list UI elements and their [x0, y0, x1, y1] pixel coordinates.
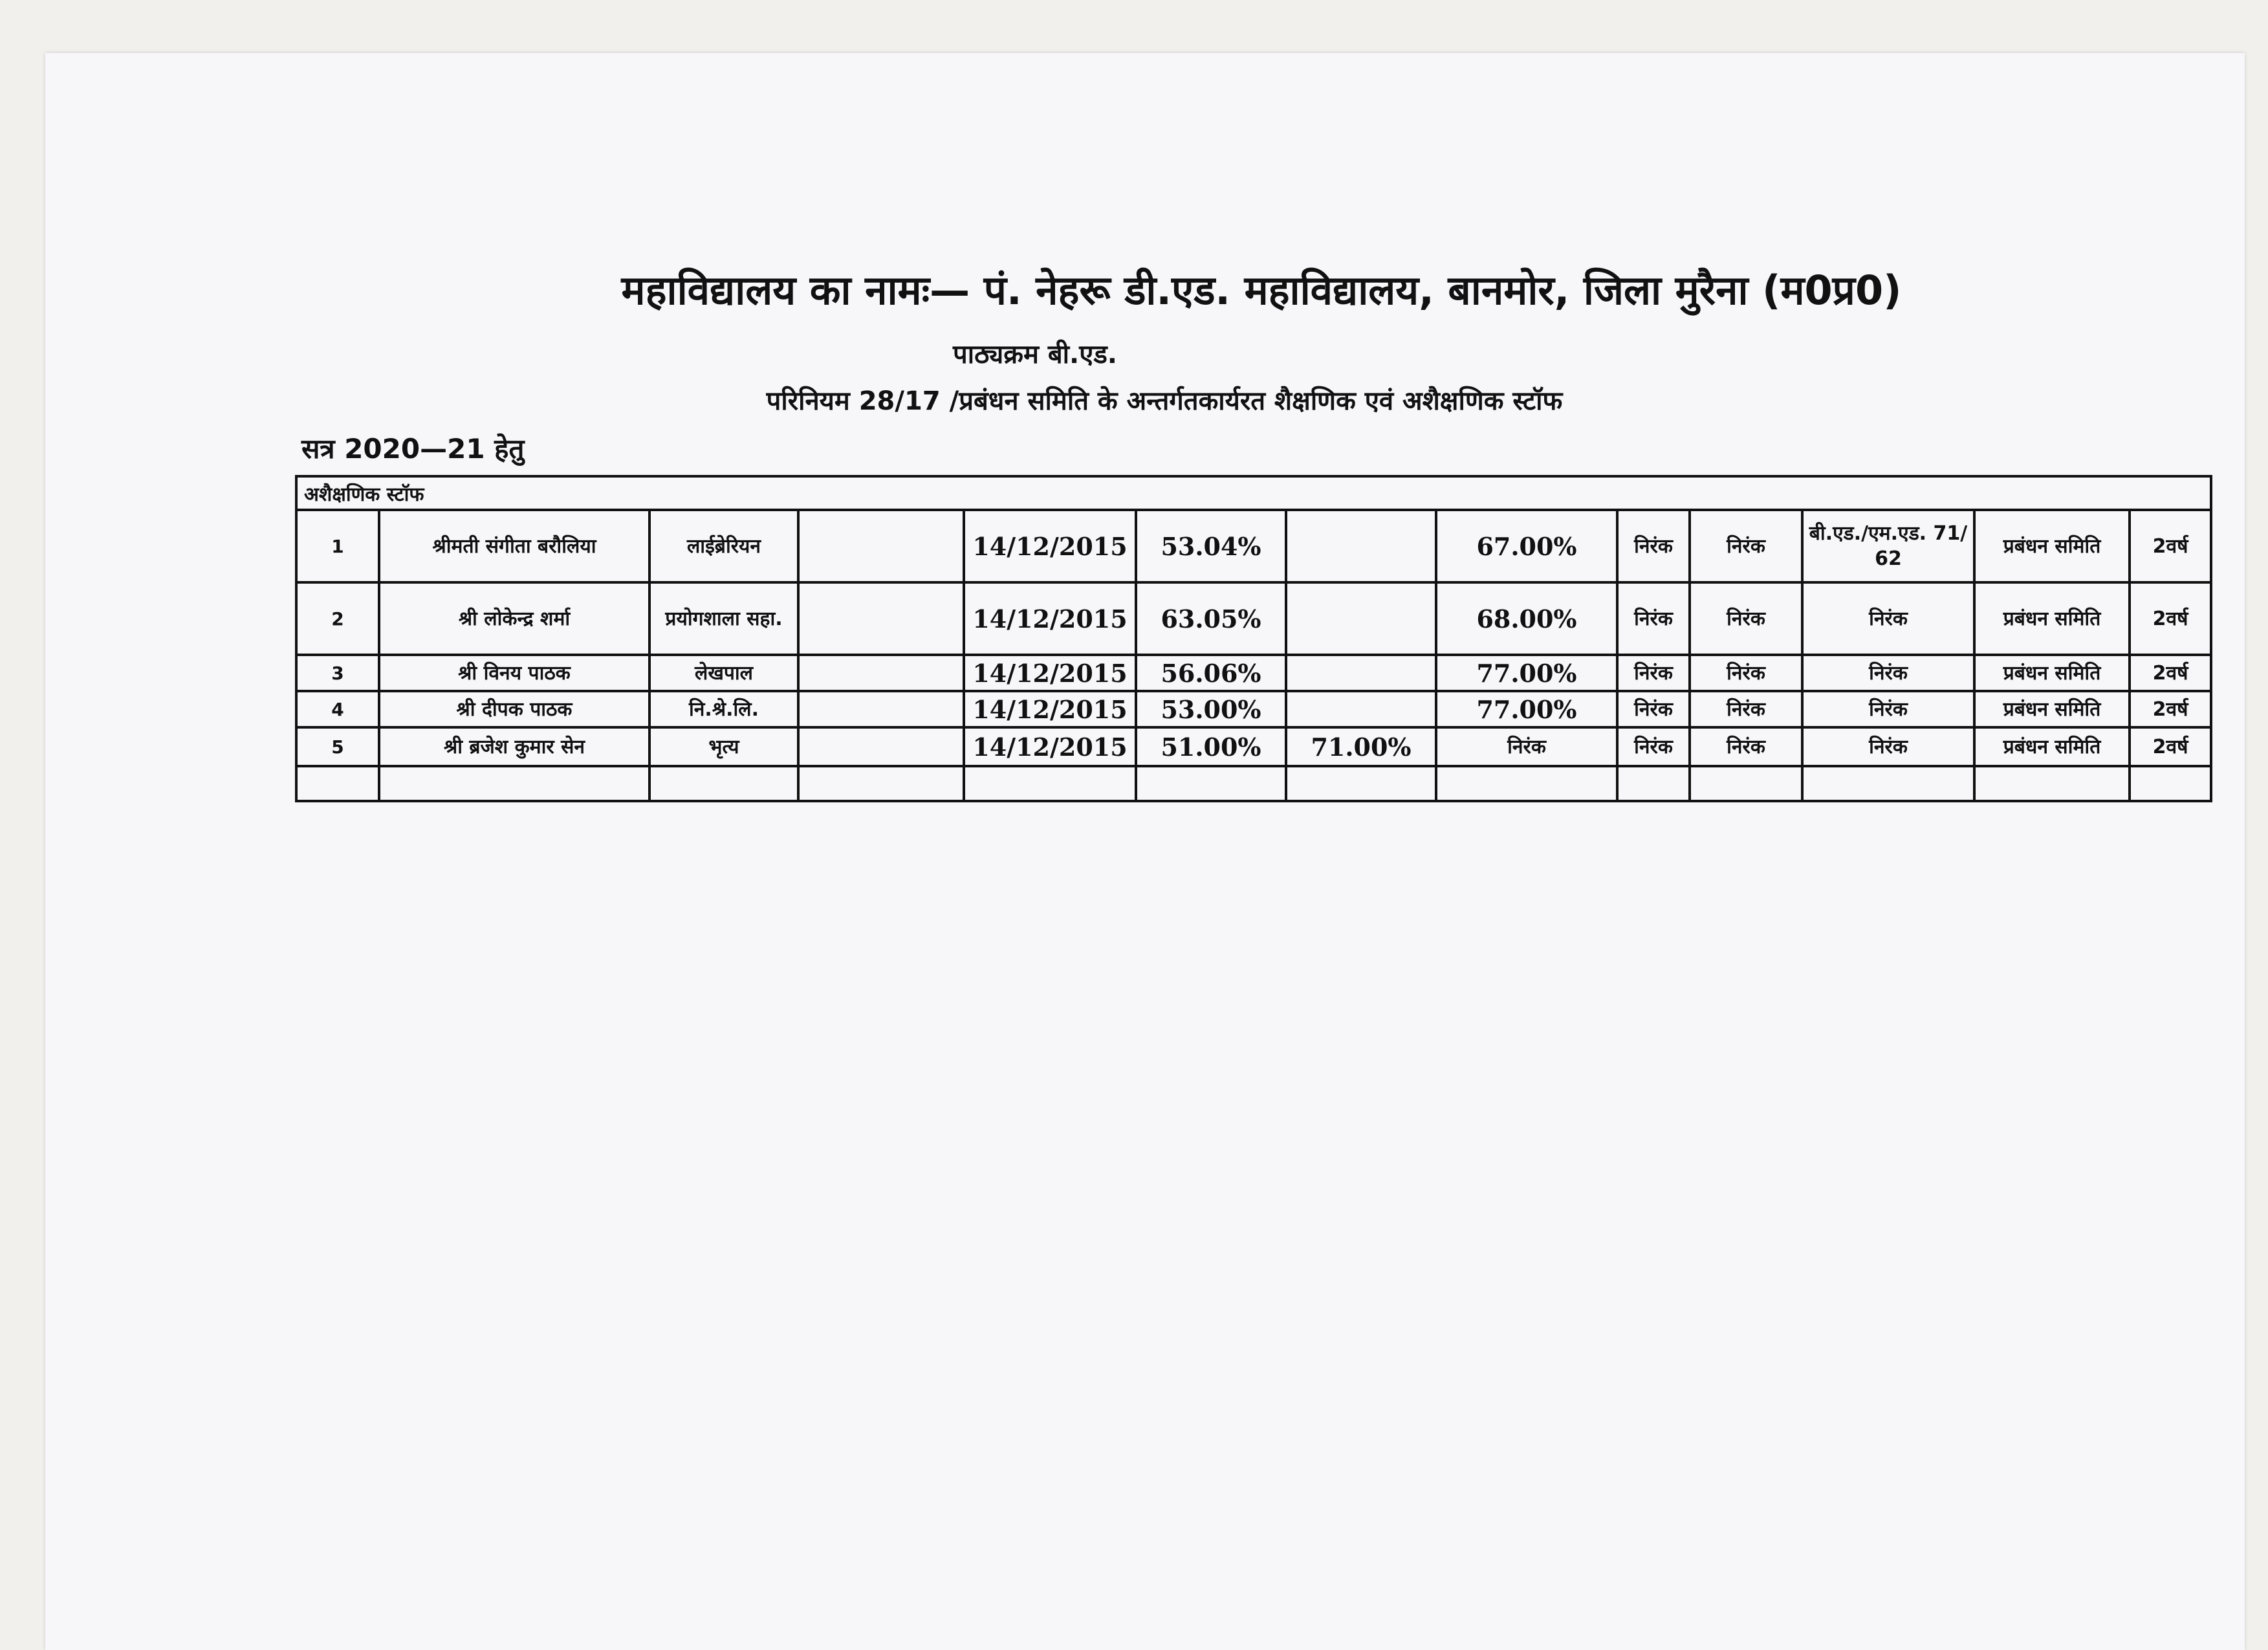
nil-cell-2: निरंक [1690, 582, 1802, 655]
qualification: निरंक [1802, 655, 1974, 691]
session-label: सत्र 2020—21 हेतु [301, 433, 525, 465]
appointment-date: 14/12/2015 [964, 510, 1136, 582]
empty-cell [379, 766, 649, 801]
nil-cell-2: निरंक [1690, 691, 1802, 727]
designation: लेखपाल [649, 655, 798, 691]
percentage-2 [1286, 655, 1436, 691]
empty-cell [649, 766, 798, 801]
designation: भृत्य [649, 727, 798, 766]
empty-cell [1286, 766, 1436, 801]
percentage-3: 67.00% [1436, 510, 1617, 582]
table-row [296, 655, 2211, 691]
nil-cell-2: निरंक [1690, 510, 1802, 582]
empty-cell [1690, 766, 1802, 801]
committee: प्रबंधन समिति [1974, 655, 2130, 691]
appointment-date: 14/12/2015 [964, 691, 1136, 727]
duration: 2वर्ष [2130, 510, 2211, 582]
committee: प्रबंधन समिति [1974, 727, 2130, 766]
staff-name: श्री ब्रजेश कुमार सेन [379, 727, 649, 766]
empty-cell [798, 766, 964, 801]
nil-cell-1: निरंक [1617, 727, 1690, 766]
blank-cell [798, 691, 964, 727]
nil-cell-1: निरंक [1617, 510, 1690, 582]
qualification: निरंक [1802, 727, 1974, 766]
percentage-3: 77.00% [1436, 655, 1617, 691]
percentage-2 [1286, 691, 1436, 727]
designation: प्रयोगशाला सहा. [649, 582, 798, 655]
serial-number: 3 [296, 655, 379, 691]
blank-cell [798, 510, 964, 582]
nil-cell-2: निरंक [1690, 655, 1802, 691]
blank-cell [798, 582, 964, 655]
nil-cell-1: निरंक [1617, 582, 1690, 655]
serial-number: 1 [296, 510, 379, 582]
staff-name: श्री लोकेन्द्र शर्मा [379, 582, 649, 655]
duration: 2वर्ष [2130, 727, 2211, 766]
designation: नि.श्रे.लि. [649, 691, 798, 727]
empty-cell [1436, 766, 1617, 801]
table-row [296, 510, 2211, 582]
staff-name: श्रीमती संगीता बरौलिया [379, 510, 649, 582]
staff-subtitle: परिनियम 28/17 /प्रबंधन समिति के अन्तर्गतकार्यरत शैक्षणिक एवं अशैक्षणिक स्टॉफ [766, 386, 1563, 416]
section-label: अशैक्षणिक स्टॉफ [296, 476, 2211, 510]
percentage-1: 63.05% [1136, 582, 1286, 655]
table-row [296, 727, 2211, 766]
staff-table [295, 475, 2212, 802]
qualification: निरंक [1802, 582, 1974, 655]
empty-cell [964, 766, 1136, 801]
committee: प्रबंधन समिति [1974, 582, 2130, 655]
percentage-1: 53.04% [1136, 510, 1286, 582]
percentage-1: 56.06% [1136, 655, 1286, 691]
duration: 2वर्ष [2130, 582, 2211, 655]
serial-number: 2 [296, 582, 379, 655]
college-name-title: महाविद्यालय का नामः— पं. नेहरू डी.एड. महाविद्यालय, बानमोर, जिला मुरैना (म0प्र0) [621, 267, 1902, 314]
table-row [296, 582, 2211, 655]
percentage-3: 68.00% [1436, 582, 1617, 655]
appointment-date: 14/12/2015 [964, 655, 1136, 691]
percentage-2 [1286, 510, 1436, 582]
designation: लाईब्रेरियन [649, 510, 798, 582]
committee: प्रबंधन समिति [1974, 510, 2130, 582]
empty-cell [1617, 766, 1690, 801]
percentage-2: 71.00% [1286, 727, 1436, 766]
committee: प्रबंधन समिति [1974, 691, 2130, 727]
qualification: बी.एड./एम.एड. 71/ 62 [1802, 510, 1974, 582]
qualification: निरंक [1802, 691, 1974, 727]
blank-cell [798, 727, 964, 766]
appointment-date: 14/12/2015 [964, 582, 1136, 655]
percentage-1: 51.00% [1136, 727, 1286, 766]
percentage-3: निरंक [1436, 727, 1617, 766]
empty-cell [1136, 766, 1286, 801]
table-row [296, 691, 2211, 727]
serial-number: 5 [296, 727, 379, 766]
empty-cell [1974, 766, 2130, 801]
staff-name: श्री विनय पाठक [379, 655, 649, 691]
serial-number: 4 [296, 691, 379, 727]
percentage-1: 53.00% [1136, 691, 1286, 727]
empty-cell [2130, 766, 2211, 801]
nil-cell-1: निरंक [1617, 655, 1690, 691]
percentage-3: 77.00% [1436, 691, 1617, 727]
course-name: पाठ्यक्रम बी.एड. [953, 340, 1117, 369]
appointment-date: 14/12/2015 [964, 727, 1136, 766]
duration: 2वर्ष [2130, 691, 2211, 727]
staff-name: श्री दीपक पाठक [379, 691, 649, 727]
duration: 2वर्ष [2130, 655, 2211, 691]
percentage-2 [1286, 582, 1436, 655]
empty-cell [1802, 766, 1974, 801]
nil-cell-1: निरंक [1617, 691, 1690, 727]
empty-row [296, 766, 2211, 801]
nil-cell-2: निरंक [1690, 727, 1802, 766]
blank-cell [798, 655, 964, 691]
empty-cell [296, 766, 379, 801]
